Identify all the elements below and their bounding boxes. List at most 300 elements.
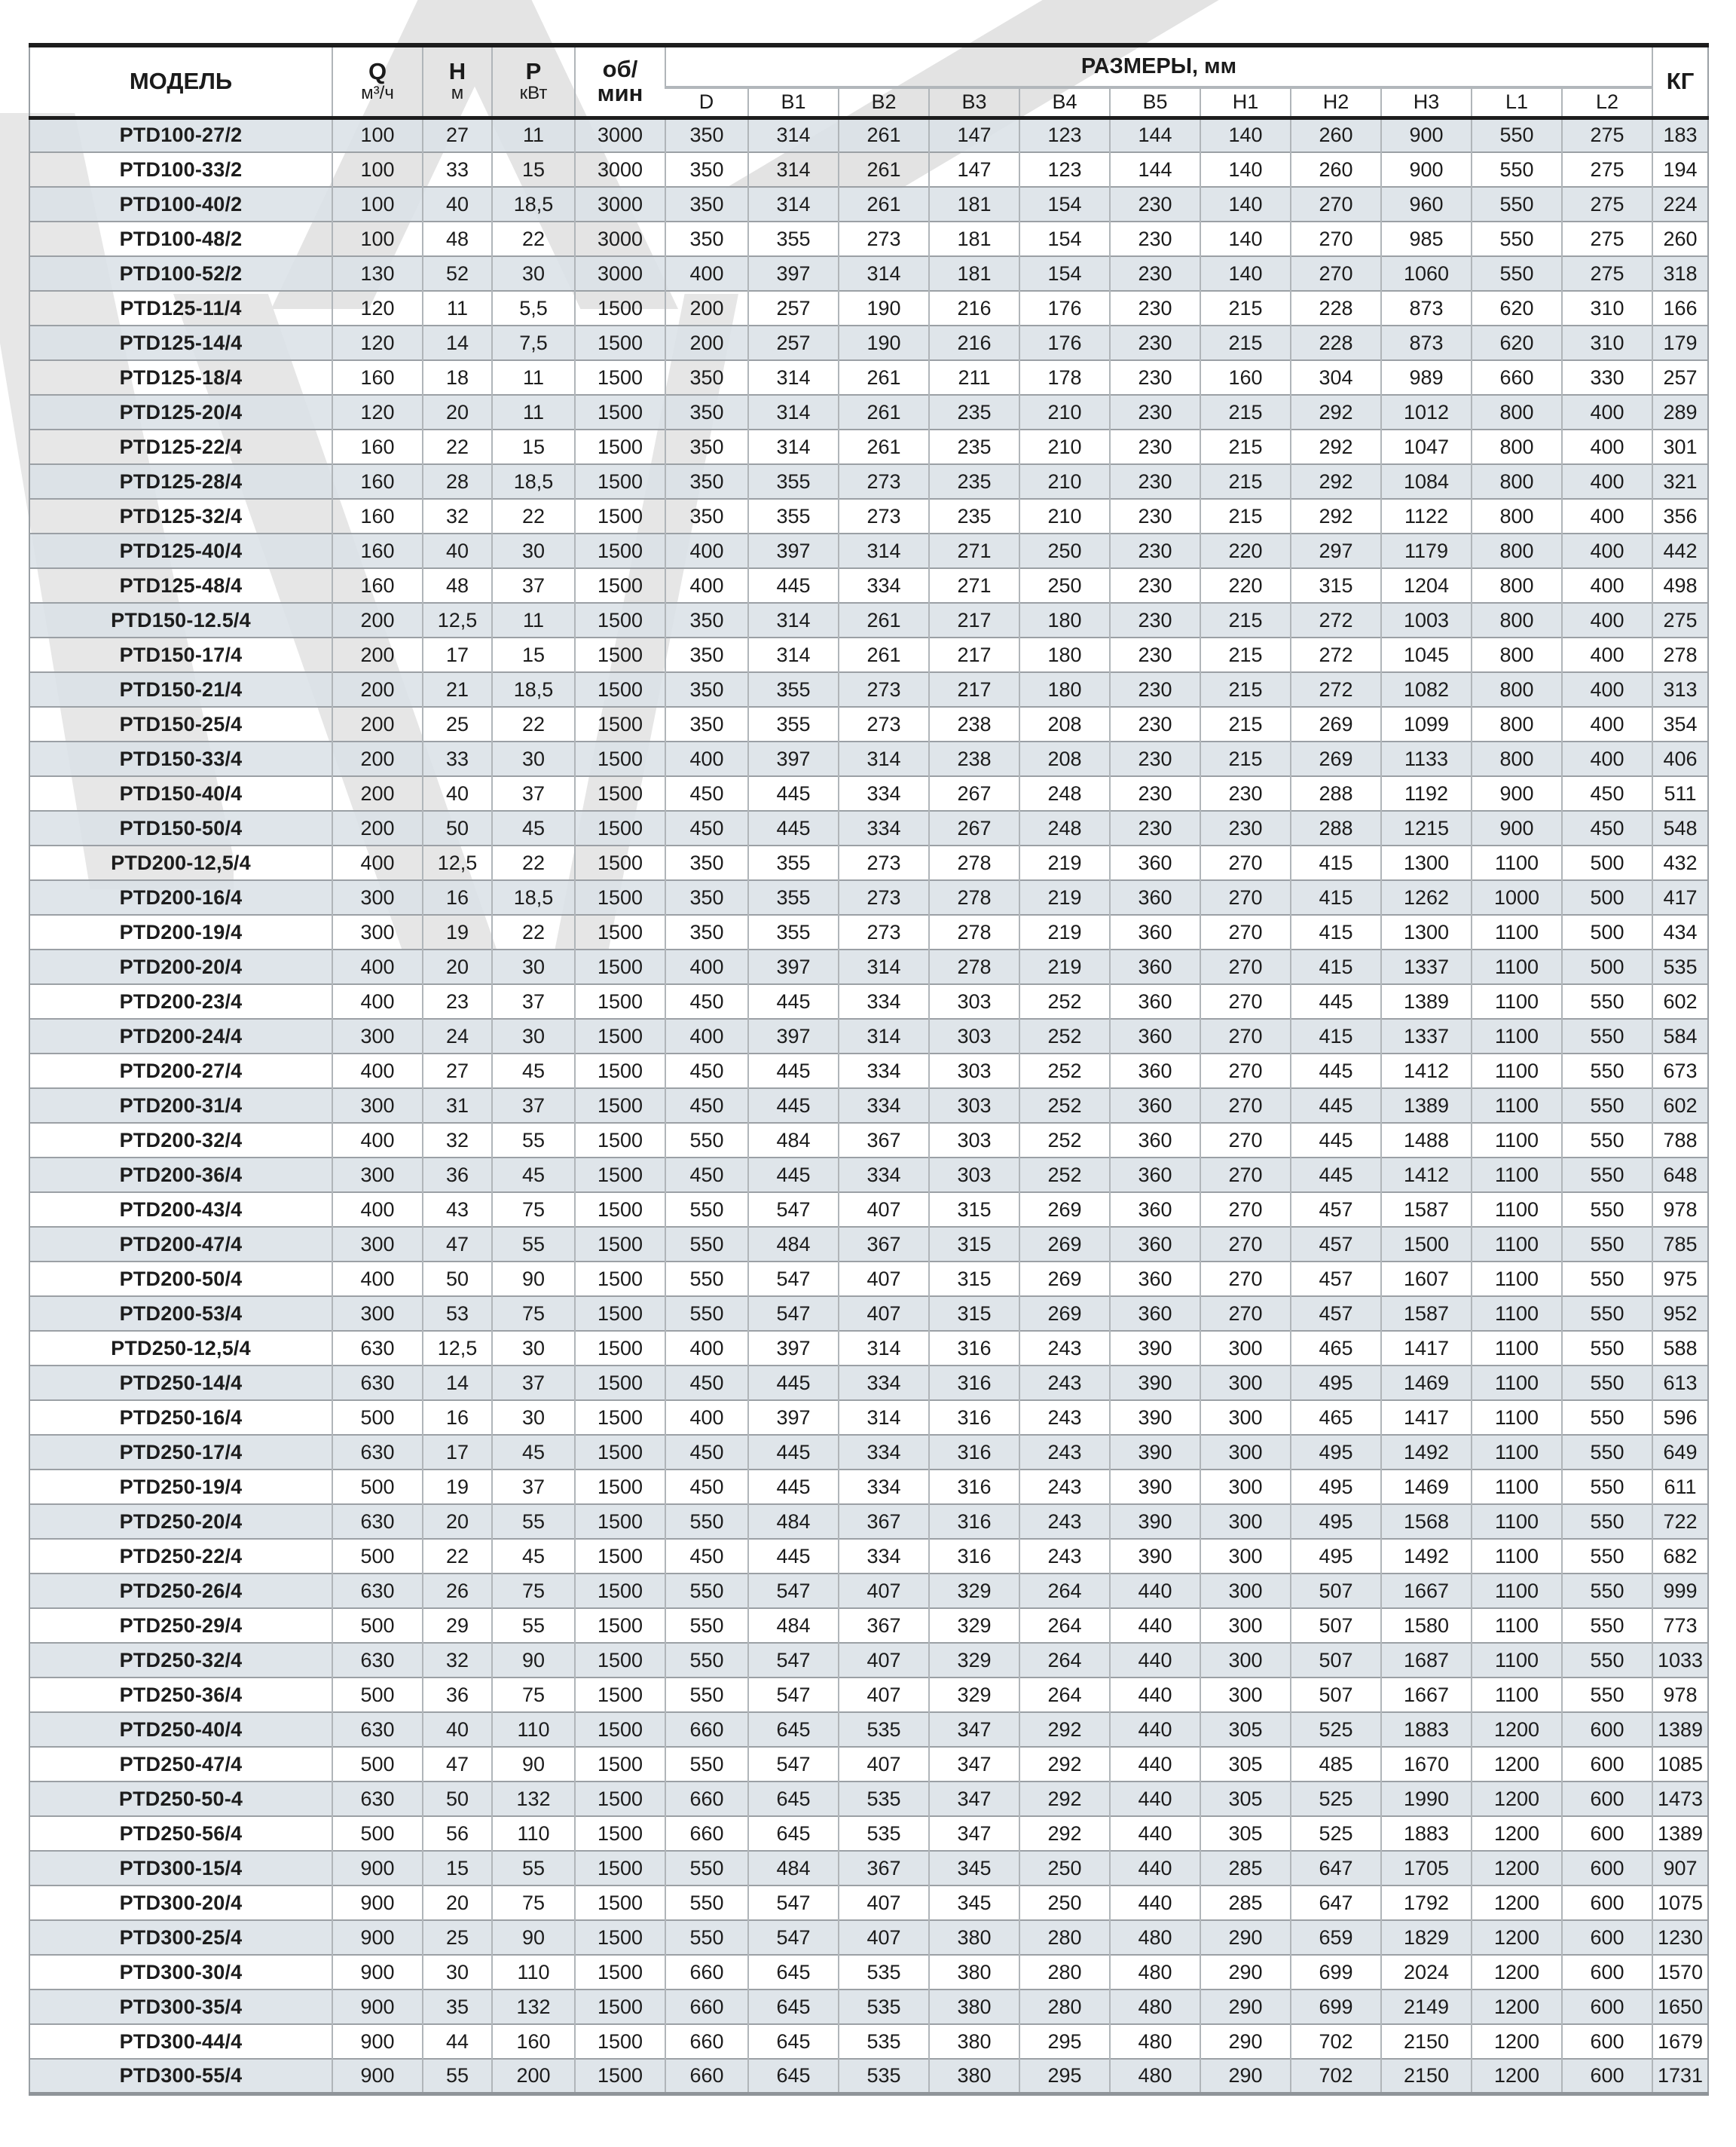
value-cell: 228 (1291, 291, 1381, 326)
value-cell: 1100 (1472, 915, 1562, 950)
value-cell: 1500 (575, 1296, 665, 1331)
value-cell: 160 (332, 360, 423, 395)
value-cell: 535 (839, 2024, 929, 2059)
value-cell: 45 (492, 1539, 575, 1574)
value-cell: 144 (1110, 152, 1200, 187)
value-cell: 300 (332, 1088, 423, 1123)
value-cell: 147 (929, 152, 1019, 187)
value-cell: 179 (1652, 326, 1708, 360)
value-cell: 440 (1110, 1782, 1200, 1816)
value-cell: 800 (1472, 430, 1562, 464)
value-cell: 190 (839, 291, 929, 326)
value-cell: 278 (929, 950, 1019, 984)
value-cell: 243 (1019, 1331, 1110, 1366)
value-cell: 273 (839, 672, 929, 707)
value-cell: 304 (1291, 360, 1381, 395)
value-cell: 550 (665, 1574, 748, 1608)
value-cell: 1100 (1472, 1435, 1562, 1470)
value-cell: 1500 (575, 2024, 665, 2059)
value-cell: 44 (423, 2024, 492, 2059)
value-cell: 360 (1110, 1262, 1200, 1296)
value-cell: 800 (1472, 464, 1562, 499)
value-cell: 314 (748, 430, 839, 464)
value-cell: 295 (1019, 2059, 1110, 2093)
table-row (29, 1816, 1708, 1851)
value-cell: 30 (492, 1019, 575, 1054)
value-cell: 600 (1562, 1782, 1652, 1816)
value-cell: 33 (423, 742, 492, 776)
value-cell: 550 (1472, 118, 1562, 152)
value-cell: 355 (748, 499, 839, 534)
value-cell: 132 (492, 1989, 575, 2024)
value-cell: 347 (929, 1747, 1019, 1782)
value-cell: 230 (1110, 360, 1200, 395)
value-cell: 999 (1652, 1574, 1708, 1608)
value-cell: 550 (1562, 1192, 1652, 1227)
value-cell: 550 (1562, 1366, 1652, 1400)
value-cell: 355 (748, 707, 839, 742)
value-cell: 27 (423, 118, 492, 152)
value-cell: 1500 (575, 499, 665, 534)
value-cell: 407 (839, 1574, 929, 1608)
value-cell: 900 (332, 1955, 423, 1989)
value-cell: 270 (1291, 256, 1381, 291)
value-cell: 261 (839, 638, 929, 672)
value-cell: 90 (492, 1262, 575, 1296)
value-cell: 535 (839, 1816, 929, 1851)
value-cell: 300 (1200, 1331, 1291, 1366)
value-cell: 15 (423, 1851, 492, 1886)
value-cell: 178 (1019, 360, 1110, 395)
table-row (29, 1296, 1708, 1331)
table-row (29, 1366, 1708, 1400)
value-cell: 257 (1652, 360, 1708, 395)
model-cell: PTD100-27/2 (29, 118, 332, 152)
value-cell: 305 (1200, 1747, 1291, 1782)
value-cell: 278 (929, 846, 1019, 880)
model-cell: PTD250-14/4 (29, 1366, 332, 1400)
value-cell: 75 (492, 1678, 575, 1712)
value-cell: 500 (332, 1470, 423, 1504)
value-cell: 1000 (1472, 880, 1562, 915)
value-cell: 37 (492, 1470, 575, 1504)
value-cell: 1500 (575, 1643, 665, 1678)
value-cell: 1047 (1381, 430, 1472, 464)
col-header-model: МОДЕЛЬ (129, 68, 233, 95)
value-cell: 216 (929, 326, 1019, 360)
model-cell: PTD300-15/4 (29, 1851, 332, 1886)
value-cell: 2024 (1381, 1955, 1472, 1989)
value-cell: 660 (665, 2059, 748, 2093)
value-cell: 1100 (1472, 1470, 1562, 1504)
value-cell: 415 (1291, 1019, 1381, 1054)
value-cell: 257 (748, 326, 839, 360)
value-cell: 37 (492, 1088, 575, 1123)
value-cell: 360 (1110, 1054, 1200, 1088)
value-cell: 440 (1110, 1816, 1200, 1851)
table-row (29, 1539, 1708, 1574)
value-cell: 1500 (575, 1366, 665, 1400)
value-cell: 250 (1019, 1886, 1110, 1920)
table-row (29, 846, 1708, 880)
value-cell: 350 (665, 846, 748, 880)
model-cell: PTD125-18/4 (29, 360, 332, 395)
value-cell: 36 (423, 1678, 492, 1712)
value-cell: 18,5 (492, 464, 575, 499)
value-cell: 270 (1200, 915, 1291, 950)
value-cell: 1500 (575, 1019, 665, 1054)
value-cell: 270 (1200, 1262, 1291, 1296)
value-cell: 1085 (1652, 1747, 1708, 1782)
value-cell: 215 (1200, 395, 1291, 430)
value-cell: 200 (492, 2059, 575, 2093)
value-cell: 190 (839, 326, 929, 360)
value-cell: 495 (1291, 1435, 1381, 1470)
value-cell: 350 (665, 672, 748, 707)
value-cell: 45 (492, 811, 575, 846)
col-header-dim-h1: H1 (1200, 87, 1291, 118)
value-cell: 24 (423, 1019, 492, 1054)
model-cell: PTD300-44/4 (29, 2024, 332, 2059)
value-cell: 345 (929, 1851, 1019, 1886)
value-cell: 292 (1019, 1747, 1110, 1782)
model-cell: PTD250-56/4 (29, 1816, 332, 1851)
value-cell: 550 (1562, 1331, 1652, 1366)
value-cell: 547 (748, 1262, 839, 1296)
value-cell: 1792 (1381, 1886, 1472, 1920)
value-cell: 480 (1110, 1955, 1200, 1989)
value-cell: 37 (492, 984, 575, 1019)
value-cell: 645 (748, 1816, 839, 1851)
value-cell: 450 (1562, 811, 1652, 846)
table-row (29, 1851, 1708, 1886)
value-cell: 550 (665, 1643, 748, 1678)
value-cell: 1500 (575, 1331, 665, 1366)
value-cell: 210 (1019, 499, 1110, 534)
value-cell: 215 (1200, 499, 1291, 534)
value-cell: 250 (1019, 534, 1110, 568)
value-cell: 75 (492, 1192, 575, 1227)
value-cell: 45 (492, 1158, 575, 1192)
value-cell: 305 (1200, 1816, 1291, 1851)
value-cell: 800 (1472, 395, 1562, 430)
value-cell: 773 (1652, 1608, 1708, 1643)
value-cell: 260 (1291, 118, 1381, 152)
model-cell: PTD200-19/4 (29, 915, 332, 950)
value-cell: 440 (1110, 1886, 1200, 1920)
model-cell: PTD250-40/4 (29, 1712, 332, 1747)
value-cell: 1389 (1652, 1816, 1708, 1851)
value-cell: 230 (1110, 499, 1200, 534)
col-header-dim-l2: L2 (1562, 87, 1652, 118)
value-cell: 20 (423, 1886, 492, 1920)
table-row (29, 430, 1708, 464)
value-cell: 215 (1200, 464, 1291, 499)
value-cell: 300 (332, 1158, 423, 1192)
value-cell: 1200 (1472, 1955, 1562, 1989)
value-cell: 1012 (1381, 395, 1472, 430)
value-cell: 123 (1019, 118, 1110, 152)
value-cell: 264 (1019, 1678, 1110, 1712)
model-cell: PTD150-40/4 (29, 776, 332, 811)
value-cell: 600 (1562, 2059, 1652, 2093)
value-cell: 355 (748, 915, 839, 950)
value-cell: 550 (1562, 1400, 1652, 1435)
value-cell: 390 (1110, 1331, 1200, 1366)
value-cell: 347 (929, 1782, 1019, 1816)
value-cell: 550 (1562, 1054, 1652, 1088)
value-cell: 400 (1562, 534, 1652, 568)
model-cell: PTD125-40/4 (29, 534, 332, 568)
value-cell: 1122 (1381, 499, 1472, 534)
value-cell: 1607 (1381, 1262, 1472, 1296)
table-row (29, 1608, 1708, 1643)
value-cell: 550 (1562, 984, 1652, 1019)
value-cell: 400 (332, 1262, 423, 1296)
value-cell: 588 (1652, 1331, 1708, 1366)
value-cell: 300 (1200, 1574, 1291, 1608)
value-cell: 264 (1019, 1643, 1110, 1678)
value-cell: 334 (839, 1158, 929, 1192)
value-cell: 500 (1562, 915, 1652, 950)
table-row (29, 1712, 1708, 1747)
model-cell: PTD200-53/4 (29, 1296, 332, 1331)
value-cell: 400 (665, 950, 748, 984)
value-cell: 1100 (1472, 984, 1562, 1019)
value-cell: 30 (492, 534, 575, 568)
value-cell: 397 (748, 256, 839, 291)
value-cell: 334 (839, 1054, 929, 1088)
value-cell: 12,5 (423, 603, 492, 638)
value-cell: 535 (1652, 950, 1708, 984)
value-cell: 300 (332, 1296, 423, 1331)
value-cell: 313 (1652, 672, 1708, 707)
col-header-rpm-line1: об/ (602, 55, 638, 82)
value-cell: 1500 (575, 430, 665, 464)
value-cell: 645 (748, 1712, 839, 1747)
value-cell: 800 (1472, 707, 1562, 742)
value-cell: 334 (839, 1088, 929, 1123)
value-cell: 120 (332, 291, 423, 326)
value-cell: 194 (1652, 152, 1708, 187)
model-cell: PTD150-21/4 (29, 672, 332, 707)
table-row (29, 950, 1708, 984)
col-header-dim-h3: H3 (1381, 87, 1472, 118)
value-cell: 480 (1110, 1989, 1200, 2024)
value-cell: 400 (665, 256, 748, 291)
value-cell: 360 (1110, 1158, 1200, 1192)
value-cell: 445 (748, 1435, 839, 1470)
value-cell: 316 (929, 1435, 1019, 1470)
value-cell: 269 (1019, 1227, 1110, 1262)
value-cell: 301 (1652, 430, 1708, 464)
value-cell: 1200 (1472, 1851, 1562, 1886)
value-cell: 176 (1019, 291, 1110, 326)
value-cell: 22 (492, 222, 575, 256)
value-cell: 238 (929, 707, 1019, 742)
value-cell: 2149 (1381, 1989, 1472, 2024)
value-cell: 1337 (1381, 1019, 1472, 1054)
value-cell: 400 (1562, 638, 1652, 672)
value-cell: 550 (1562, 1643, 1652, 1678)
value-cell: 300 (1200, 1539, 1291, 1574)
col-header-kg: КГ (1652, 45, 1708, 118)
value-cell: 140 (1200, 152, 1291, 187)
table-row (29, 1123, 1708, 1158)
value-cell: 450 (665, 1470, 748, 1504)
value-cell: 200 (332, 742, 423, 776)
table-row (29, 1989, 1708, 2024)
value-cell: 535 (839, 1712, 929, 1747)
value-cell: 300 (332, 1227, 423, 1262)
value-cell: 1417 (1381, 1400, 1472, 1435)
value-cell: 303 (929, 1054, 1019, 1088)
value-cell: 1500 (575, 1747, 665, 1782)
value-cell: 19 (423, 915, 492, 950)
value-cell: 292 (1019, 1816, 1110, 1851)
value-cell: 1500 (575, 568, 665, 603)
table-row (29, 1400, 1708, 1435)
value-cell: 350 (665, 880, 748, 915)
value-cell: 660 (665, 1989, 748, 2024)
value-cell: 290 (1200, 1955, 1291, 1989)
value-cell: 310 (1562, 326, 1652, 360)
value-cell: 500 (332, 1816, 423, 1851)
value-cell: 30 (492, 1400, 575, 1435)
table-row (29, 291, 1708, 326)
value-cell: 788 (1652, 1123, 1708, 1158)
value-cell: 354 (1652, 707, 1708, 742)
model-cell: PTD250-26/4 (29, 1574, 332, 1608)
value-cell: 272 (1291, 603, 1381, 638)
value-cell: 450 (665, 1158, 748, 1192)
value-cell: 550 (1472, 222, 1562, 256)
value-cell: 550 (1472, 187, 1562, 222)
value-cell: 465 (1291, 1331, 1381, 1366)
value-cell: 273 (839, 880, 929, 915)
col-header-p-label: Р (525, 57, 542, 84)
value-cell: 314 (748, 603, 839, 638)
value-cell: 140 (1200, 222, 1291, 256)
value-cell: 270 (1200, 950, 1291, 984)
value-cell: 329 (929, 1574, 1019, 1608)
value-cell: 440 (1110, 1712, 1200, 1747)
value-cell: 220 (1200, 568, 1291, 603)
model-cell: PTD200-50/4 (29, 1262, 332, 1296)
value-cell: 270 (1200, 1158, 1291, 1192)
value-cell: 500 (1562, 880, 1652, 915)
value-cell: 457 (1291, 1192, 1381, 1227)
value-cell: 355 (748, 846, 839, 880)
value-cell: 1687 (1381, 1643, 1472, 1678)
value-cell: 160 (332, 430, 423, 464)
value-cell: 390 (1110, 1435, 1200, 1470)
value-cell: 270 (1200, 846, 1291, 880)
table-row (29, 672, 1708, 707)
value-cell: 329 (929, 1678, 1019, 1712)
value-cell: 620 (1472, 291, 1562, 326)
value-cell: 600 (1562, 2024, 1652, 2059)
model-cell: PTD300-30/4 (29, 1955, 332, 1989)
value-cell: 367 (839, 1851, 929, 1886)
value-cell: 219 (1019, 950, 1110, 984)
value-cell: 14 (423, 326, 492, 360)
value-cell: 1500 (575, 950, 665, 984)
table-row (29, 1331, 1708, 1366)
value-cell: 1500 (575, 742, 665, 776)
value-cell: 200 (332, 672, 423, 707)
value-cell: 550 (1562, 1227, 1652, 1262)
value-cell: 217 (929, 672, 1019, 707)
value-cell: 30 (492, 1331, 575, 1366)
value-cell: 329 (929, 1643, 1019, 1678)
col-header-q (332, 45, 423, 118)
table-row (29, 1088, 1708, 1123)
value-cell: 800 (1472, 742, 1562, 776)
value-cell: 275 (1652, 603, 1708, 638)
value-cell: 360 (1110, 880, 1200, 915)
value-cell: 397 (748, 534, 839, 568)
value-cell: 315 (1291, 568, 1381, 603)
value-cell: 140 (1200, 256, 1291, 291)
value-cell: 400 (1562, 395, 1652, 430)
value-cell: 1204 (1381, 568, 1472, 603)
value-cell: 270 (1291, 222, 1381, 256)
pump-spec-table (29, 43, 1709, 2096)
value-cell: 230 (1110, 222, 1200, 256)
value-cell: 450 (665, 776, 748, 811)
value-cell: 230 (1110, 395, 1200, 430)
value-cell: 238 (929, 742, 1019, 776)
value-cell: 252 (1019, 1158, 1110, 1192)
value-cell: 484 (748, 1123, 839, 1158)
value-cell: 498 (1652, 568, 1708, 603)
value-cell: 235 (929, 395, 1019, 430)
value-cell: 407 (839, 1192, 929, 1227)
value-cell: 300 (1200, 1678, 1291, 1712)
value-cell: 230 (1110, 187, 1200, 222)
value-cell: 535 (839, 2059, 929, 2093)
value-cell: 1100 (1472, 1019, 1562, 1054)
value-cell: 600 (1562, 1747, 1652, 1782)
value-cell: 314 (748, 152, 839, 187)
value-cell: 292 (1019, 1782, 1110, 1816)
value-cell: 415 (1291, 950, 1381, 984)
value-cell: 367 (839, 1608, 929, 1643)
value-cell: 230 (1200, 776, 1291, 811)
value-cell: 645 (748, 2059, 839, 2093)
value-cell: 180 (1019, 638, 1110, 672)
model-cell: PTD250-50-4 (29, 1782, 332, 1816)
value-cell: 507 (1291, 1643, 1381, 1678)
value-cell: 11 (492, 395, 575, 430)
value-cell: 1003 (1381, 603, 1472, 638)
value-cell: 350 (665, 152, 748, 187)
value-cell: 1500 (575, 1158, 665, 1192)
value-cell: 550 (1562, 1435, 1652, 1470)
value-cell: 397 (748, 1019, 839, 1054)
value-cell: 1100 (1472, 1158, 1562, 1192)
value-cell: 215 (1200, 430, 1291, 464)
value-cell: 329 (929, 1608, 1019, 1643)
table-row (29, 1227, 1708, 1262)
value-cell: 1500 (575, 326, 665, 360)
value-cell: 350 (665, 187, 748, 222)
value-cell: 600 (1562, 1886, 1652, 1920)
value-cell: 210 (1019, 430, 1110, 464)
value-cell: 1731 (1652, 2059, 1708, 2093)
value-cell: 3000 (575, 152, 665, 187)
